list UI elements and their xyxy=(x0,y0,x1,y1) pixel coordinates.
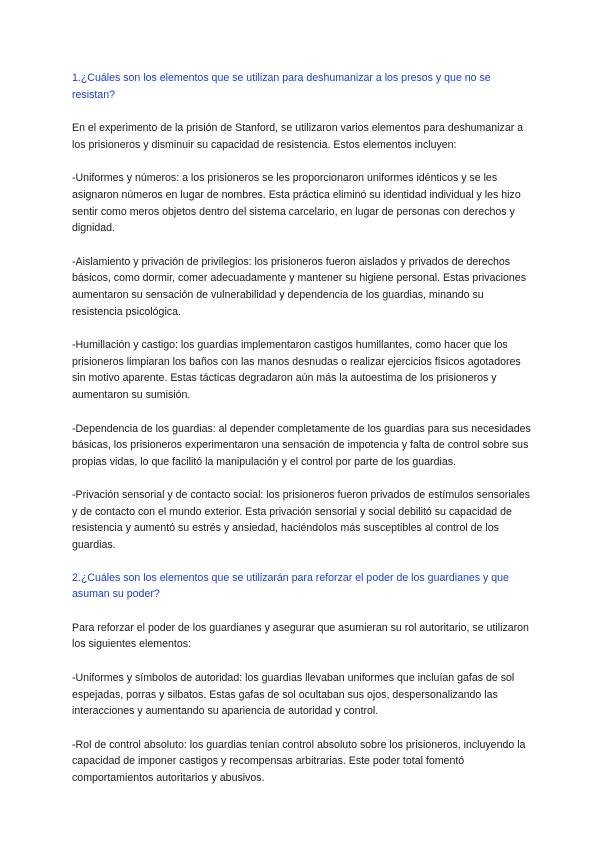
q2-intro-paragraph: Para reforzar el poder de los guardianes y asegurar que asumieran su rol autoritario, se utilizaron los siguientes elementos: xyxy=(72,621,529,651)
q1-item-uniformes: -Uniformes y números: a los prisioneros se les proporcionaron uniformes idénticos y se les asignaron números en lugar de nombres. Esta práctica eliminó su identidad individual y les hizo sentir como meros objetos dentro del sistema carcelario, en lugar de personas con derechos y dignidad. xyxy=(72,172,521,235)
q1-item-dependencia: -Dependencia de los guardias: al depender completamente de los guardias para sus necesidades básicas, los prisioneros experimentaron una sensación de impotencia y falta de control sobre sus propias vidas, lo que facilitó la manipulación y el control por parte de los guardias. xyxy=(72,422,531,468)
q1-item-humillacion: -Humillación y castigo: los guardias implementaron castigos humillantes, como hacer que los prisioneros limpiaran los baños con las manos desnudas o realizar ejercicios físicos agotadores sin motivo aparente. Estas tácticas degradaron aún más la autoestima de los prisioneros y aumentaron su sumisión. xyxy=(72,339,521,401)
q2-item-rol-control: -Rol de control absoluto: los guardias tenían control absoluto sobre los prisioneros, incluyendo la capacidad de imponer castigos y recompensas arbitrarias. Este poder total fomentó comportamientos autoritarios y abusivos. xyxy=(72,738,526,784)
question-2: 2.¿Cuáles son los elementos que se utilizarán para reforzar el poder de los guardianes y que asuman su poder? xyxy=(72,571,509,601)
document-page xyxy=(72,70,532,787)
q1-item-privacion: -Privación sensorial y de contacto social: los prisioneros fueron privados de estímulos sensoriales y de contacto con el mundo exterior. Esta privación sensorial y social debilitó su capacidad de resistencia y aumentó su estrés y ansiedad, haciéndolos más susceptibles al control de los guardias. xyxy=(72,489,531,552)
q1-item-aislamiento: -Aislamiento y privación de privilegios: los prisioneros fueron aislados y privados de derechos básicos, como dormir, comer adecuadamente y mantener su higiene personal. Estas privaciones aumentaron su sensación de vulnerabilidad y dependencia de los guardias, minando su resistencia psicológica. xyxy=(72,255,526,318)
question-1: 1.¿Cuáles son los elementos que se utilizan para deshumanizar a los presos y que no se resistan? xyxy=(72,72,491,101)
q2-item-uniformes: -Uniformes y símbolos de autoridad: los guardias llevaban uniformes que incluían gafas de sol espejadas, porras y silbatos. Estas gafas de sol ocultaban sus ojos, despersonalizando las interacciones y aumentando su apariencia de autoridad y control. xyxy=(72,672,515,718)
q1-intro-paragraph: En el experimento de la prisión de Stanford, se utilizaron varios elementos para deshumanizar a los prisioneros y disminuir su capacidad de resistencia. Estos elementos incluyen: xyxy=(72,122,524,151)
